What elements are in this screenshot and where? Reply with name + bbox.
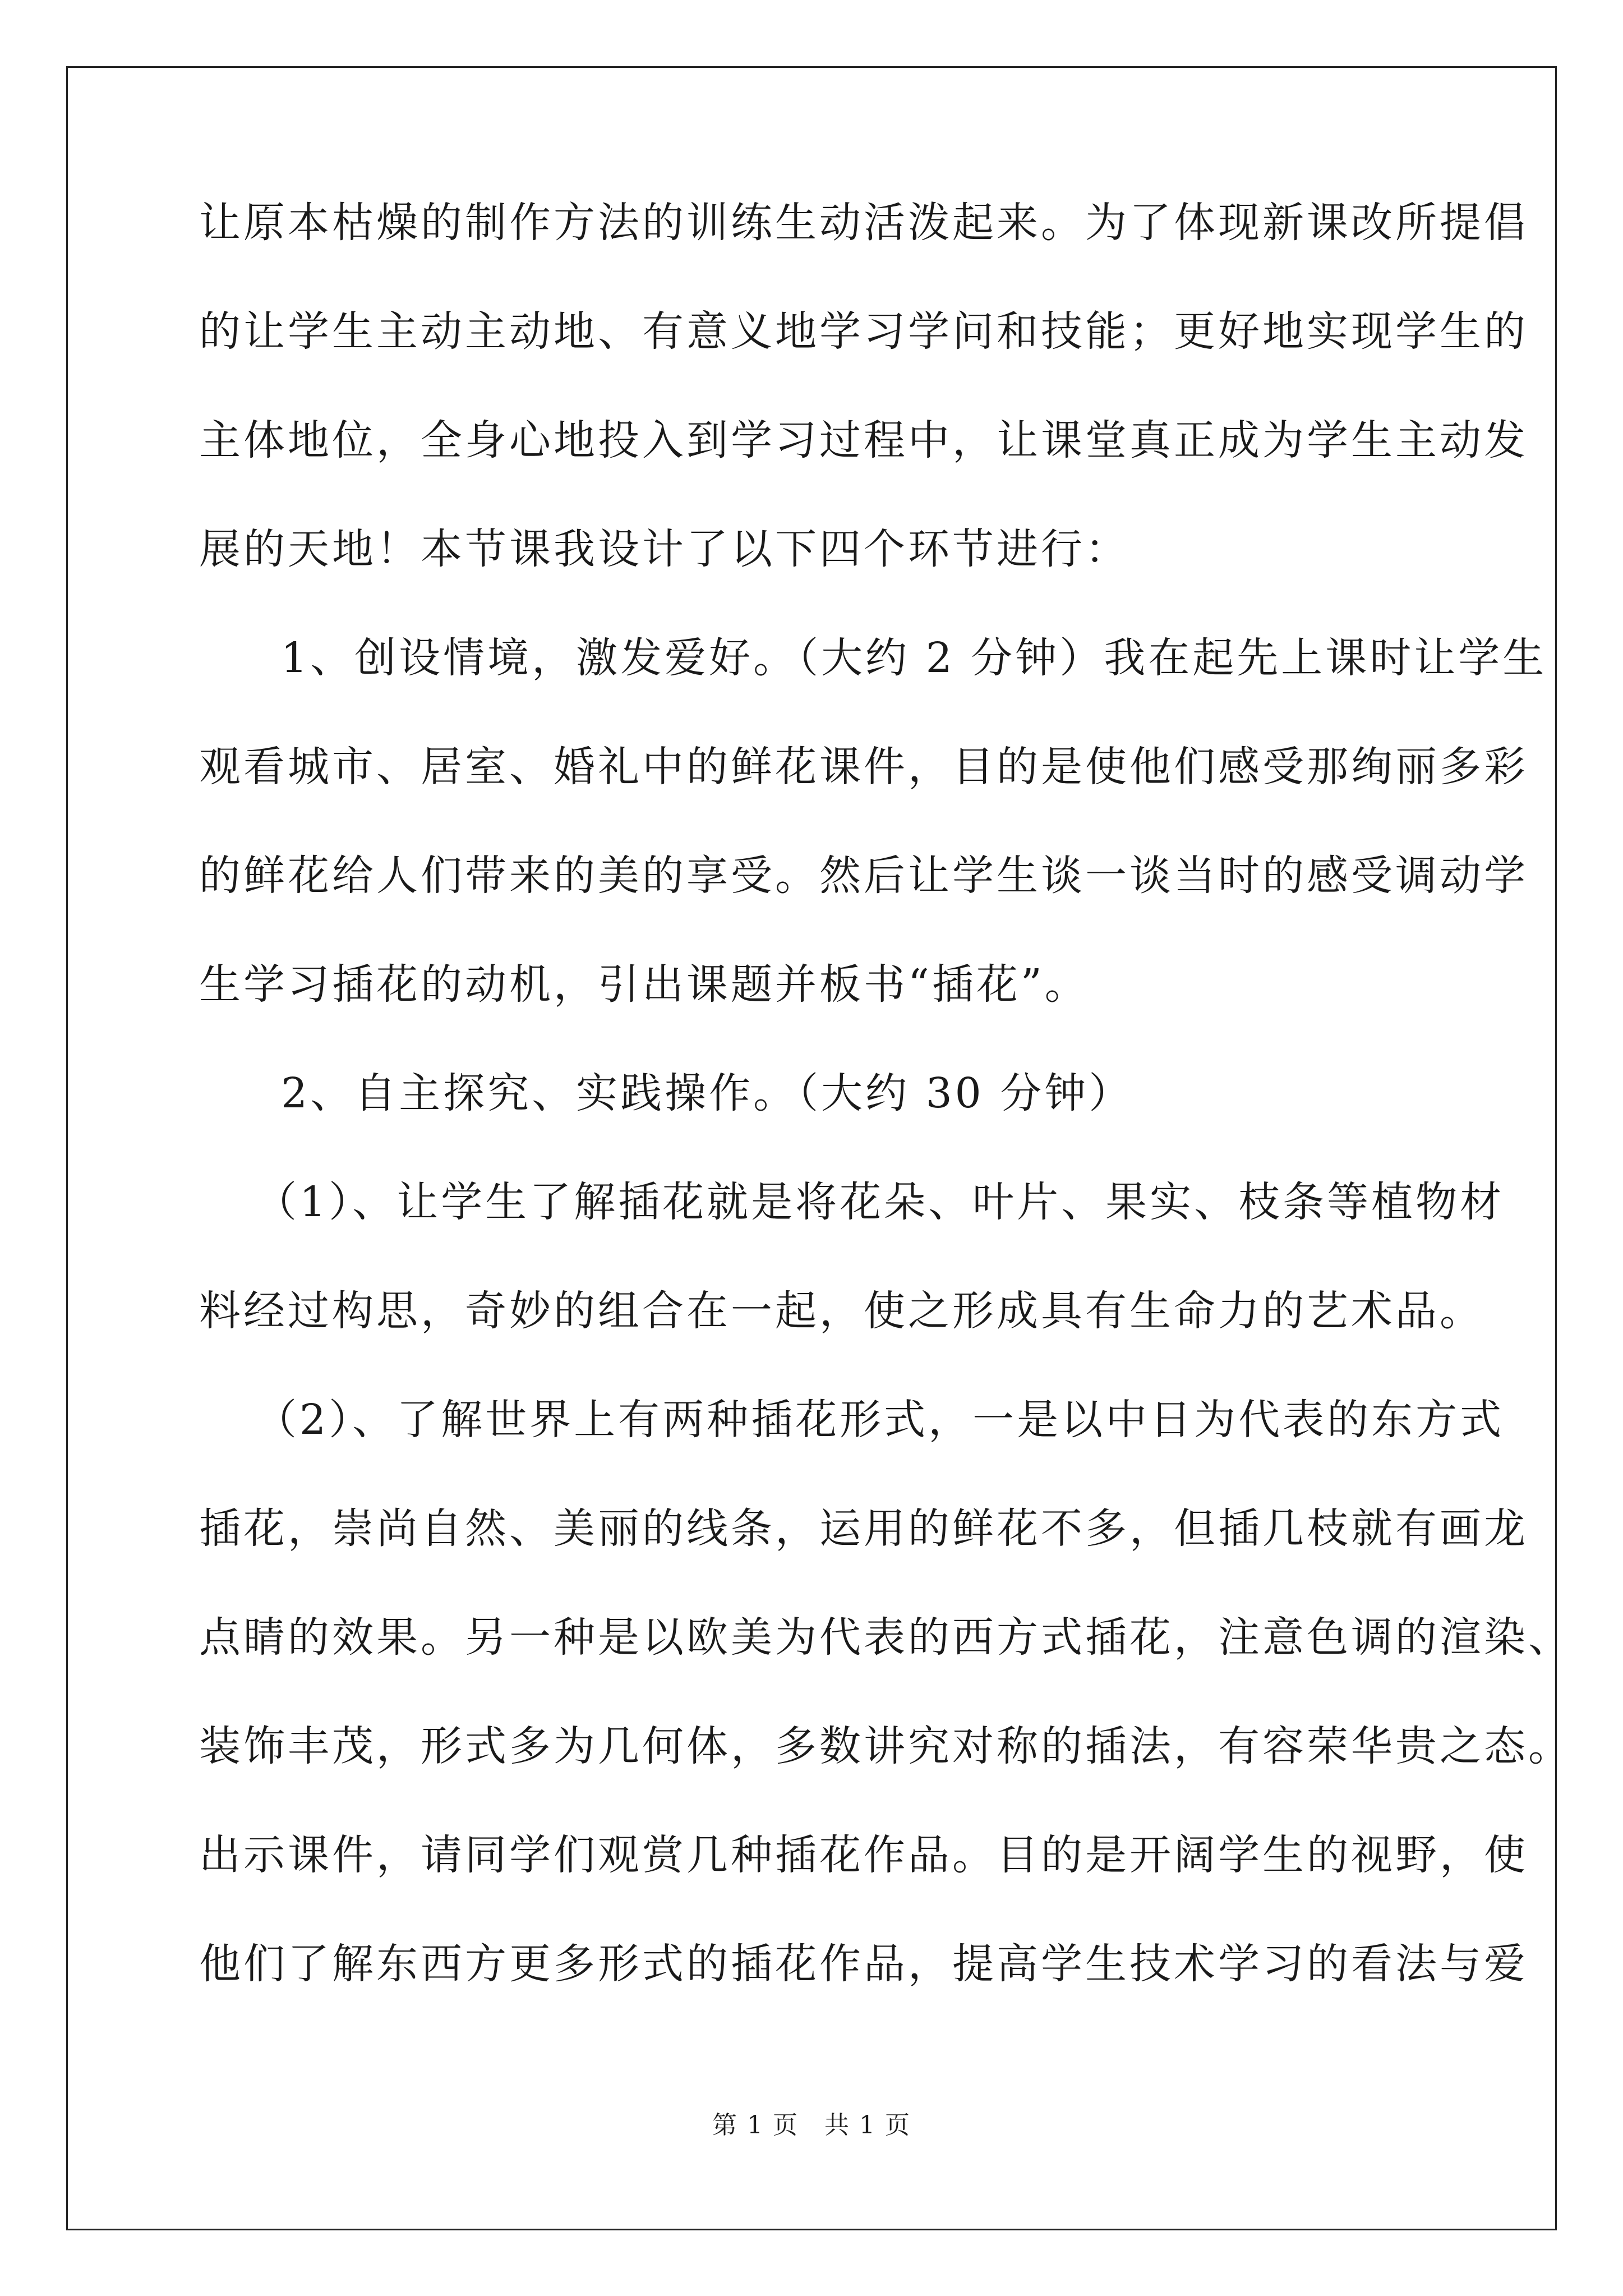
page-number-footer: 第 1 页 共 1 页: [712, 2111, 911, 2139]
text-line: 2、自主探究、实践操作。（大约 30 分钟）: [281, 1069, 1133, 1117]
text-line: 点睛的效果。另一种是以欧美为代表的西方式插花，注意色调的渲染、: [199, 1613, 1573, 1662]
text-line: 插花，崇尚自然、美丽的线条，运用的鲜花不多，但插几枝就有画龙: [199, 1504, 1528, 1553]
text-line: 的让学生主动主动地、有意义地学习学问和技能；更好地实现学生的: [199, 307, 1528, 356]
text-line: 观看城市、居室、婚礼中的鲜花课件，目的是使他们感受那绚丽多彩: [199, 743, 1528, 791]
text-line: 展的天地！本节课我设计了以下四个环节进行：: [199, 525, 1129, 573]
text-line: 装饰丰茂，形式多为几何体，多数讲究对称的插法，有容荣华贵之态。: [199, 1722, 1573, 1770]
text-line: （2）、了解世界上有两种插花形式，一是以中日为代表的东方式: [255, 1396, 1505, 1444]
text-line: 料经过构思，奇妙的组合在一起，使之形成具有生命力的艺术品。: [199, 1287, 1484, 1335]
text-line: 的鲜花给人们带来的美的享受。然后让学生谈一谈当时的感受调动学: [199, 852, 1528, 900]
document-body: [199, 199, 1573, 2052]
text-line: 生学习插花的动机，引出课题并板书“插花”。: [199, 960, 1089, 1009]
text-line: 主体地位，全身心地投入到学习过程中，让课堂真正成为学生主动发: [199, 416, 1528, 464]
text-line: 1、创设情境，激发爱好。（大约 2 分钟）我在起先上课时让学生: [281, 634, 1547, 682]
text-line: （1）、让学生了解插花就是将花朵、叶片、果实、枝条等植物材: [255, 1178, 1505, 1226]
text-line: 出示课件，请同学们观赏几种插花作品。目的是开阔学生的视野，使: [199, 1831, 1528, 1879]
text-line: 让原本枯燥的制作方法的训练生动活泼起来。为了体现新课改所提倡: [199, 199, 1528, 247]
text-line: 他们了解东西方更多形式的插花作品，提高学生技术学习的看法与爱: [199, 1940, 1528, 1988]
